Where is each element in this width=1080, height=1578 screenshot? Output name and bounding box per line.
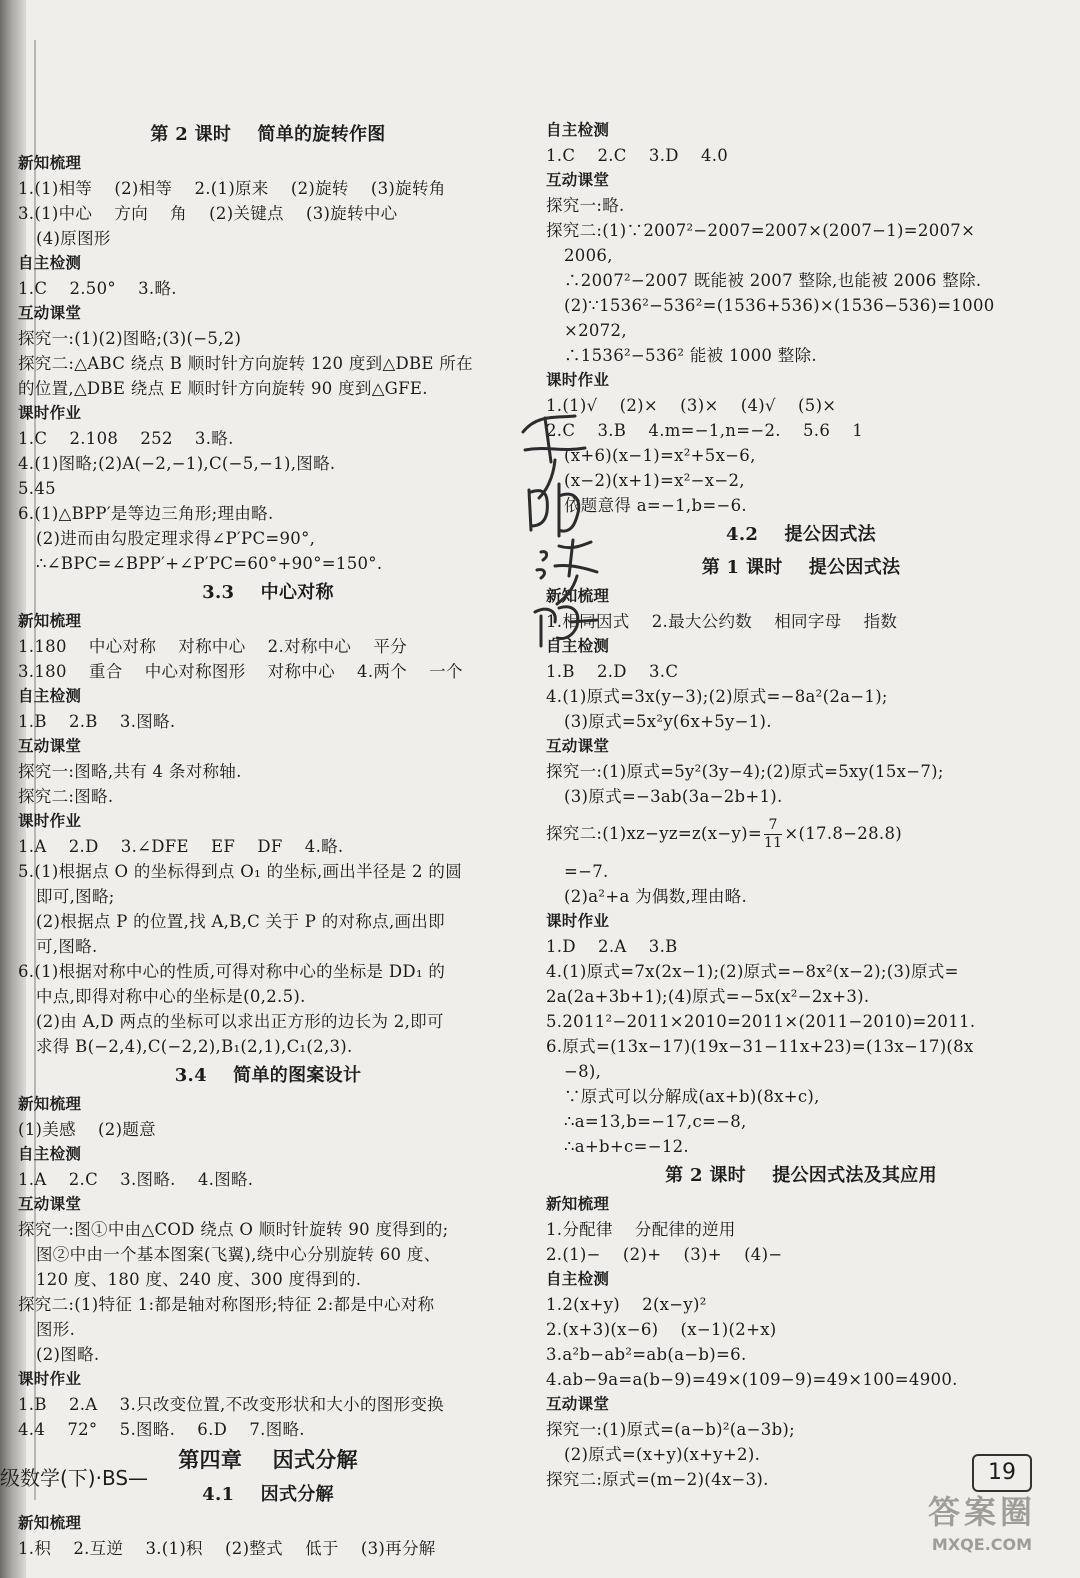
answer-line: 的位置,△DBE 绕点 E 顺时针方向旋转 90 度到△GFE.: [18, 379, 428, 398]
answer-line: 6.原式=(13x−17)(19x−31−11x+23)=(13x−17)(8x: [546, 1037, 974, 1056]
answer-line: 图②中由一个基本图案(飞翼),绕中心分别旋转 60 度、: [36, 1245, 441, 1264]
answer-line: 探究一:(1)(2)图略;(3)(−5,2): [18, 329, 242, 348]
answer-line: (3)原式=5x²y(6x+5y−1).: [564, 712, 772, 731]
answer-line: 4.ab−9a=a(b−9)=49×(109−9)=49×100=4900.: [546, 1370, 958, 1389]
answer-line: (x+6)(x−1)=x²+5x−6,: [564, 446, 756, 465]
answer-line: (2)根据点 P 的位置,找 A,B,C 关于 P 的对称点,画出即: [36, 912, 445, 931]
answer-line: 探究二:图略.: [18, 787, 114, 806]
section-title: 3.4 简单的图案设计: [174, 1065, 362, 1086]
section-heading: 新知梳理: [18, 1095, 82, 1113]
answer-line: 1.相同因式 2.最大公约数 相同字母 指数: [546, 612, 898, 631]
section-title: 3.3 中心对称: [202, 582, 334, 603]
section-heading: 自主检测: [18, 254, 82, 272]
answer-line: 探究二:(1)∵2007²−2007=2007×(2007−1)=2007×: [546, 221, 976, 240]
answer-line: ∴1536²−536² 能被 1000 整除.: [564, 346, 817, 365]
answer-line: 依题意得 a=−1,b=−6.: [564, 496, 747, 515]
answer-line: 探究二:△ABC 绕点 B 顺时针方向旋转 120 度到△DBE 所在: [18, 354, 473, 373]
answer-line: 探究二:(1)特征 1:都是轴对称图形;特征 2:都是中心对称: [18, 1295, 435, 1314]
answer-line: 3.180 重合 中心对称图形 对称中心 4.两个 一个: [18, 662, 463, 681]
section-heading: 自主检测: [546, 121, 610, 139]
answer-line: 探究一:略.: [546, 196, 625, 215]
answer-line: 1.(1)√ (2)× (3)× (4)√ (5)×: [546, 396, 837, 415]
handwritten-scribble: [515, 400, 610, 650]
answer-line: 1.2(x+y) 2(x−y)²: [546, 1295, 707, 1314]
answer-line: (2)进而由勾股定理求得∠P′PC=90°,: [36, 529, 316, 548]
answer-line: (2)图略.: [36, 1345, 100, 1364]
section-heading: 自主检测: [18, 1145, 82, 1163]
fraction-prefix: 探究二:(1)xz−yz=z(x−y)=: [546, 824, 762, 843]
answer-line: 1.(1)相等 (2)相等 2.(1)原来 (2)旋转 (3)旋转角: [18, 179, 446, 198]
answer-line: ∴a=13,b=−17,c=−8,: [564, 1112, 747, 1131]
answer-line: 探究一:(1)原式=(a−b)²(a−3b);: [546, 1420, 796, 1439]
answer-line: 图形.: [36, 1320, 76, 1339]
answer-line: (4)原图形: [36, 229, 111, 248]
section-heading: 新知梳理: [18, 154, 82, 172]
fraction-numerator: 7: [768, 817, 778, 833]
answer-line: 1.分配律 分配律的逆用: [546, 1220, 736, 1239]
fraction: [764, 817, 782, 852]
answer-line: (1)美感 (2)题意: [18, 1120, 156, 1139]
answer-line: 5.45: [18, 479, 56, 498]
section-heading: 互动课堂: [546, 1395, 610, 1413]
answer-line: ∴2007²−2007 既能被 2007 整除,也能被 2006 整除.: [564, 271, 982, 290]
answer-line: 6.(1)根据对称中心的性质,可得对称中心的坐标是 DD₁ 的: [18, 962, 446, 981]
answer-line: 2006,: [564, 246, 613, 265]
answer-line: ∵原式可以分解成(ax+b)(8x+c),: [564, 1087, 820, 1106]
answer-line: 3.a²b−ab²=ab(a−b)=6.: [546, 1345, 747, 1364]
answer-line: ∴∠BPC=∠BPP′+∠P′PC=60°+90°=150°.: [36, 554, 383, 573]
section-heading: 互动课堂: [546, 171, 610, 189]
answer-line: 1.180 中心对称 对称中心 2.对称中心 平分: [18, 637, 407, 656]
fraction-suffix: ×(17.8−28.8): [784, 824, 902, 843]
answer-line: (2)由 A,D 两点的坐标可以求出正方形的边长为 2,即可: [36, 1012, 444, 1031]
answer-line: ∴a+b+c=−12.: [564, 1137, 689, 1156]
section-heading: 互动课堂: [546, 737, 610, 755]
answer-line: 1.C 2.C 3.D 4.0: [546, 146, 729, 165]
section-heading: 课时作业: [18, 404, 82, 422]
section-heading: 新知梳理: [546, 587, 610, 605]
answer-line: 1.A 2.C 3.图略. 4.图略.: [18, 1170, 254, 1189]
section-heading: 新知梳理: [18, 1514, 82, 1532]
section-heading: 新知梳理: [18, 612, 82, 630]
answer-line: (x−2)(x+1)=x²−x−2,: [564, 471, 745, 490]
section-heading: 新知梳理: [546, 1195, 610, 1213]
answer-line: 探究二:原式=(m−2)(4x−3).: [546, 1470, 769, 1489]
answer-line: 1.C 2.50° 3.略.: [18, 279, 177, 298]
lesson-title: 第 1 课时 提公因式法: [701, 557, 901, 578]
left-column: [18, 118, 518, 1561]
lesson-title: 第 2 课时 提公因式法及其应用: [665, 1165, 937, 1186]
site-watermark: [892, 1490, 1072, 1570]
answer-line: 2.(x+3)(x−6) (x−1)(2+x): [546, 1320, 777, 1339]
answer-line: (3)原式=−3ab(3a−2b+1).: [564, 787, 783, 806]
answer-line: 5.2011²−2011×2010=2011×(2011−2010)=2011.: [546, 1012, 976, 1031]
answer-line: 4.(1)原式=3x(y−3);(2)原式=−8a²(2a−1);: [546, 687, 888, 706]
answer-line: 120 度、180 度、240 度、300 度得到的.: [36, 1270, 362, 1289]
answer-line: 2a(2a+3b+1);(4)原式=−5x(x²−2x+3).: [546, 987, 870, 1006]
fraction-denominator: 11: [763, 835, 783, 851]
answer-line: =−7.: [564, 862, 609, 881]
answer-line: 1.积 2.互逆 3.(1)积 (2)整式 低于 (3)再分解: [18, 1539, 436, 1558]
section-heading: 课时作业: [18, 812, 82, 830]
section-heading: 自主检测: [546, 1270, 610, 1288]
answer-line: 5.(1)根据点 O 的坐标得到点 O₁ 的坐标,画出半径是 2 的圆: [18, 862, 462, 881]
answer-line: 1.B 2.D 3.C: [546, 662, 679, 681]
answer-line: 探究一:(1)原式=5y²(3y−4);(2)原式=5xy(15x−7);: [546, 762, 944, 781]
section-heading: 自主检测: [546, 637, 610, 655]
answer-line: (2)∵1536²−536²=(1536+536)×(1536−536)=1000: [564, 296, 995, 315]
answer-line: 即可,图略;: [36, 887, 115, 906]
section-heading: 自主检测: [18, 687, 82, 705]
answer-line: 中点,即得对称中心的坐标是(0,2.5).: [36, 987, 306, 1006]
answer-line: ×2072,: [564, 321, 627, 340]
answer-line: 探究一:图①中由△COD 绕点 O 顺时针旋转 90 度得到的;: [18, 1220, 449, 1239]
answer-line: (2)原式=(x+y)(x+y+2).: [564, 1445, 761, 1464]
answer-line: 1.C 2.108 252 3.略.: [18, 429, 234, 448]
section-heading: 互动课堂: [18, 1195, 82, 1213]
section-heading: 互动课堂: [18, 304, 82, 322]
answer-line: 1.A 2.D 3.∠DFE EF DF 4.略.: [18, 837, 344, 856]
watermark-url: MXQE.COM: [931, 1535, 1033, 1554]
page-number: 19: [972, 1454, 1032, 1492]
answer-line: 1.D 2.A 3.B: [546, 937, 678, 956]
section-title: 4.1 因式分解: [202, 1484, 334, 1505]
answer-line: 探究一:图略,共有 4 条对称轴.: [18, 762, 242, 781]
answer-line: 4.(1)图略;(2)A(−2,−1),C(−5,−1),图略.: [18, 454, 336, 473]
right-column: [546, 118, 1056, 1492]
section-heading: 课时作业: [546, 371, 610, 389]
section-heading: 课时作业: [546, 912, 610, 930]
answer-line: 4.4 72° 5.图略. 6.D 7.图略.: [18, 1420, 305, 1439]
book-label: 级数学(下)·BS—: [0, 1466, 149, 1490]
section-title: 4.2 提公因式法: [726, 524, 876, 545]
watermark-logo: 答案圈: [927, 1493, 1036, 1531]
answer-line: 1.B 2.A 3.只改变位置,不改变形状和大小的图形变换: [18, 1395, 444, 1414]
chapter-title: 第四章 因式分解: [178, 1447, 358, 1472]
answer-line: 6.(1)△BPP′是等边三角形;理由略.: [18, 504, 274, 523]
section-heading: 互动课堂: [18, 737, 82, 755]
answer-line: 3.(1)中心 方向 角 (2)关键点 (3)旋转中心: [18, 204, 398, 223]
answer-line: 求得 B(−2,4),C(−2,2),B₁(2,1),C₁(2,3).: [36, 1037, 353, 1056]
answer-line: 可,图略.: [36, 937, 98, 956]
lesson-title: 第 2 课时 简单的旋转作图: [150, 124, 386, 145]
answer-line: (2)a²+a 为偶数,理由略.: [564, 887, 748, 906]
answer-line: 1.B 2.B 3.图略.: [18, 712, 176, 731]
answer-line: −8),: [564, 1062, 602, 1081]
answer-line: 2.(1)− (2)+ (3)+ (4)−: [546, 1245, 783, 1264]
answer-line: 4.(1)原式=7x(2x−1);(2)原式=−8x²(x−2);(3)原式=: [546, 962, 959, 981]
fraction-answer-line: [546, 809, 1056, 859]
section-heading: 课时作业: [18, 1370, 82, 1388]
answer-line: 2.C 3.B 4.m=−1,n=−2. 5.6 1: [546, 421, 864, 440]
